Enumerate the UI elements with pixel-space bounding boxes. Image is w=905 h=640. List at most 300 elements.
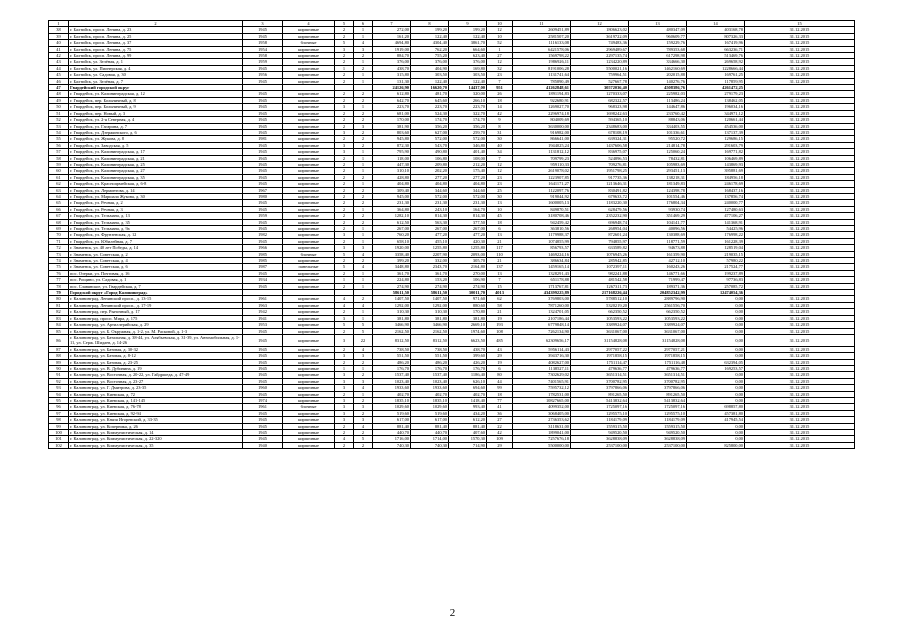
cell-col-14: 0,00 (687, 328, 745, 334)
cell-col-4: кирпичные (283, 53, 335, 59)
cell-col-10: 12 (487, 161, 513, 167)
cell-col-7: 438,70 (373, 65, 411, 71)
cell-col-7: 309,40 (373, 187, 411, 193)
cell-col-1: 55 (49, 136, 69, 142)
cell-col-13: 949520,50 (629, 430, 687, 436)
cell-col-10: 1 (487, 46, 513, 52)
cell-col-10: 4013 (487, 290, 513, 296)
cell-col-5: 2 (335, 136, 354, 142)
cell-col-12: 3651314,51 (571, 372, 629, 378)
cell-col-7: 1029,60 (373, 404, 411, 410)
cell-col-6: 3 (354, 46, 373, 52)
cell-col-13: 662350,52 (629, 309, 687, 315)
cell-col-11: 1459165,14 (513, 264, 571, 270)
cell-col-5: 2 (335, 200, 354, 206)
cell-col-1: 87 (49, 346, 69, 352)
cell-col-15: 31.12.2015 (745, 123, 855, 129)
cell-col-13: 101554,46 (629, 193, 687, 199)
cell-col-15: 31.12.2015 (745, 423, 855, 429)
cell-col-1: 90 (49, 365, 69, 371)
cell-col-12: 524896,53 (571, 155, 629, 161)
cell-col-11: 7257676,18 (513, 436, 571, 442)
cell-col-14: 0,00 (687, 423, 745, 429)
cell-col-2: г. Балтийск, просп. Ленина, д. 37 (69, 40, 243, 46)
cell-col-2: г. Калининград, ул. Киевская, д. 92-94 (69, 410, 243, 416)
cell-col-10: 30 (487, 136, 513, 142)
cell-col-9: 714,90 (449, 442, 487, 448)
cell-col-7: 803,60 (373, 129, 411, 135)
cell-col-3: 1945 (243, 334, 283, 346)
cell-col-15: 31.12.2015 (745, 53, 855, 59)
cell-col-12: 3700782,95 (571, 378, 629, 384)
cell-col-8: 645,60 (411, 97, 449, 103)
cell-col-15: 31.12.2015 (745, 174, 855, 180)
cell-col-15: 15 (745, 21, 855, 27)
cell-col-7: 1835,10 (373, 397, 411, 403)
cell-col-7: 881,40 (373, 423, 411, 429)
cell-col-7: 519,60 (373, 410, 411, 416)
cell-col-9: 277,20 (449, 174, 487, 180)
cell-col-5: 2 (335, 226, 354, 232)
cell-col-14: 167419,96 (687, 40, 745, 46)
cell-col-4: кирпичные (283, 104, 335, 110)
cell-col-15: 31.12.2015 (745, 46, 855, 52)
cell-col-11: 2296974,18 (513, 110, 571, 116)
cell-col-4: кирпичные (283, 200, 335, 206)
cell-col-9: 303,50 (449, 72, 487, 78)
cell-col-8: 344,60 (411, 187, 449, 193)
cell-col-11: 922680,91 (513, 97, 571, 103)
cell-col-8: 106,80 (411, 155, 449, 161)
cell-col-1: 78 (49, 283, 69, 289)
cell-col-15: 31.12.2015 (745, 430, 855, 436)
cell-col-15: 31.12.2015 (745, 296, 855, 302)
cell-col-4: кирпичные (283, 78, 335, 84)
cell-col-3: 1945 (243, 359, 283, 365)
cell-col-2: Городской округ «Город Калининград» (69, 290, 243, 296)
cell-col-8: 176,70 (411, 365, 449, 371)
cell-col-15: 31.12.2015 (745, 353, 855, 359)
cell-col-14: 246178,69 (687, 181, 745, 187)
cell-col-3: 1945 (243, 353, 283, 359)
cell-col-14: 97736,83 (687, 277, 745, 283)
cell-col-6: 2 (354, 397, 373, 403)
cell-col-12: 1267311,73 (571, 283, 629, 289)
cell-col-8: 174,70 (411, 117, 449, 123)
cell-col-9: 270,00 (449, 270, 487, 276)
cell-col-9: 434,20 (449, 410, 487, 416)
cell-col-3: 1945 (243, 417, 283, 423)
cell-col-13: 140276,76 (629, 78, 687, 84)
cell-col-1: 84 (49, 322, 69, 328)
cell-col-7: 658,10 (373, 238, 411, 244)
cell-col-5: 5 (335, 322, 354, 328)
cell-col-13: 4508386,76 (629, 85, 687, 91)
cell-col-4: кирпичные (283, 110, 335, 116)
cell-col-6: 2 (354, 129, 373, 135)
cell-col-15: 31.12.2015 (745, 372, 855, 378)
cell-col-15: 31.12.2015 (745, 110, 855, 116)
cell-col-7: 231,30 (373, 200, 411, 206)
cell-col-3: 3 (243, 21, 283, 27)
cell-col-3: 1974 (243, 397, 283, 403)
cell-col-6: 2 (354, 117, 373, 123)
cell-col-6: 2 (354, 187, 373, 193)
cell-col-1: 41 (49, 46, 69, 52)
cell-col-8: 361,70 (411, 270, 449, 276)
cell-col-13: 181349,83 (629, 181, 687, 187)
cell-col-9: 1974,60 (449, 328, 487, 334)
cell-col-1: 83 (49, 315, 69, 321)
cell-col-7: 738,50 (373, 346, 411, 352)
cell-col-6: 6 (354, 21, 373, 27)
cell-col-1: 71 (49, 238, 69, 244)
cell-col-13: 40096,56 (629, 226, 687, 232)
cell-col-6: 1 (354, 238, 373, 244)
cell-col-10: 13 (487, 270, 513, 276)
cell-col-5: 2 (335, 430, 354, 436)
cell-col-14: 169771,82 (687, 149, 745, 155)
cell-col-15: 31.12.2015 (745, 59, 855, 65)
cell-col-2: пос. Озерки, ул. Почтовая, д. 16 (69, 270, 243, 276)
cell-col-5: 2 (335, 78, 354, 84)
cell-col-15: 31.12.2015 (745, 277, 855, 283)
cell-col-1: 100 (49, 430, 69, 436)
cell-col-12: 1806623,02 (571, 27, 629, 33)
cell-col-13: 118771,59 (629, 238, 687, 244)
cell-col-14: 807326,33 (687, 33, 745, 39)
cell-col-4: кирпичные (283, 353, 335, 359)
cell-col-15: 31.12.2015 (745, 365, 855, 371)
cell-col-10: 6 (487, 365, 513, 371)
cell-col-15: 31.12.2015 (745, 346, 855, 352)
cell-col-12: 527667,78 (571, 78, 629, 84)
cell-col-2: Гвардейский городской округ (69, 85, 243, 91)
cell-col-8: 303,50 (411, 72, 449, 78)
cell-col-7: 223,70 (373, 104, 411, 110)
cell-col-5: 2 (335, 270, 354, 276)
cell-col-7: 1716,00 (373, 436, 411, 442)
cell-col-13: 95520,72 (629, 136, 687, 142)
cell-col-1: 75 (49, 264, 69, 270)
cell-col-11: 1223907,85 (513, 174, 571, 180)
cell-col-12: 2348683,00 (571, 123, 629, 129)
cell-col-8: 1933,60 (411, 385, 449, 391)
cell-col-9: 322,70 (449, 110, 487, 116)
cell-col-12: 3628838,09 (571, 436, 629, 442)
cell-col-6: 3 (354, 123, 373, 129)
cell-col-8: 543,70 (411, 142, 449, 148)
cell-col-12: 794855,97 (571, 238, 629, 244)
cell-col-13: 1725097,16 (629, 404, 687, 410)
cell-col-15: 31.12.2015 (745, 334, 855, 346)
cell-col-10: 193 (487, 322, 513, 328)
cell-col-4: кирпичные (283, 161, 335, 167)
cell-col-5: 2 (335, 174, 354, 180)
cell-col-14: 0,00 (687, 378, 745, 384)
cell-col-14: 161228,39 (687, 238, 745, 244)
cell-col-11: 1782531,00 (513, 391, 571, 397)
cell-col-1: 101 (49, 436, 69, 442)
cell-col-3: 1945 (243, 372, 283, 378)
cell-col-2: г. Гвардейск, ул. Фрунзенская, д. 12 (69, 232, 243, 238)
cell-col-7: 447,30 (373, 161, 411, 167)
cell-col-7: 4694,80 (373, 40, 411, 46)
cell-col-14: 417945,54 (687, 417, 745, 423)
cell-col-6: 3 (354, 378, 373, 384)
cell-col-14: 129686,15 (687, 136, 745, 142)
cell-col-9: 477,20 (449, 232, 487, 238)
cell-col-8: 563,30 (411, 219, 449, 225)
cell-col-15: 31.12.2015 (745, 40, 855, 46)
cell-col-14: 240000,77 (687, 200, 745, 206)
cell-col-3: 1945 (243, 410, 283, 416)
cell-col-14: 184956,18 (687, 174, 745, 180)
cell-col-10: 108 (487, 328, 513, 334)
cell-col-9: 6623,50 (449, 334, 487, 346)
cell-col-2: г. Калининград, ул. Коперника, д. 26 (69, 423, 243, 429)
cell-col-11: 1179988,37 (513, 232, 571, 238)
cell-col-8: 490,80 (411, 149, 449, 155)
cell-col-4: кирпичные (283, 334, 335, 346)
cell-col-13: 480347,09 (629, 27, 687, 33)
cell-col-11: 709799,23 (513, 155, 571, 161)
cell-col-13: 78432,81 (629, 155, 687, 161)
cell-col-15: 31.12.2015 (745, 322, 855, 328)
cell-col-14: 196034,16 (687, 104, 745, 110)
cell-col-2: г. Калининград, ул. Г. Дмитрова, д. 23-35 (69, 385, 243, 391)
cell-col-14: 138462,05 (687, 97, 745, 103)
cell-col-15: 31.12.2015 (745, 168, 855, 174)
cell-col-14: 4261472,25 (687, 85, 745, 91)
cell-col-14: 457381,80 (687, 410, 745, 416)
cell-col-3: 1958 (243, 53, 283, 59)
cell-col-11: 849870,51 (513, 206, 571, 212)
cell-col-2: г. Калининград, пер. Рыночный, д. 17 (69, 309, 243, 315)
cell-col-4: панельные (283, 264, 335, 270)
cell-col-6: 1 (354, 78, 373, 84)
cell-col-4: кирпичные (283, 442, 335, 448)
cell-col-6: 1 (354, 309, 373, 315)
cell-col-11: 386634,84 (513, 258, 571, 264)
cell-col-10: 32 (487, 65, 513, 71)
cell-col-10: 19 (487, 359, 513, 365)
cell-col-15: 31.12.2015 (745, 149, 855, 155)
cell-col-10: 485 (487, 334, 513, 346)
cell-col-1: 66 (49, 206, 69, 212)
cell-col-3: 1985 (243, 251, 283, 257)
cell-col-13: 617298,98 (629, 53, 687, 59)
cell-col-4: блочные (283, 251, 335, 257)
cell-col-14: 128519,04 (687, 245, 745, 251)
cell-col-5: 3 (335, 372, 354, 378)
cell-col-1: 94 (49, 391, 69, 397)
cell-col-13: 334666,30 (629, 59, 687, 65)
cell-col-11: 7401565,91 (513, 378, 571, 384)
cell-col-3: 1945 (243, 110, 283, 116)
cell-col-3: 1959 (243, 213, 283, 219)
cell-col-6: 1 (354, 226, 373, 232)
cell-col-12: 285942,85 (571, 258, 629, 264)
cell-col-12: 917735,36 (571, 174, 629, 180)
cell-col-10: 58 (487, 302, 513, 308)
cell-col-1: 80 (49, 296, 69, 302)
cell-col-11: 1116133,08 (513, 40, 571, 46)
cell-col-5: 3 (335, 104, 354, 110)
cell-col-12: 1213646,31 (571, 181, 629, 187)
cell-col-8: 881,40 (411, 423, 449, 429)
cell-col-2: г. Гвардейск, ул. Дзержинского, д. 6 (69, 129, 243, 135)
cell-col-10: 12 (487, 59, 513, 65)
cell-col-3: 1945 (243, 430, 283, 436)
cell-col-1: 59 (49, 161, 69, 167)
cell-col-14: 57980,22 (687, 258, 745, 264)
cell-col-2: г. Гвардейск, ул. Калининградская, д. 25 (69, 161, 243, 167)
cell-col-1: 95 (49, 397, 69, 403)
cell-col-4: кирпичные (283, 155, 335, 161)
cell-col-2: г. Калининград, ул. Коммунистическая, д. 14 (69, 430, 243, 436)
cell-col-9: 971,60 (449, 296, 487, 302)
cell-col-11: 1269027,70 (513, 104, 571, 110)
cell-col-8: 2162,50 (411, 328, 449, 334)
cell-col-15: 31.12.2015 (745, 359, 855, 365)
cell-col-11: 942459,42 (513, 219, 571, 225)
cell-col-6: 1 (354, 232, 373, 238)
cell-col-3: 1987 (243, 264, 283, 270)
cell-col-8: 1292,00 (411, 302, 449, 308)
cell-col-1: 86 (49, 334, 69, 346)
cell-col-2: г. Балтийск, просп. Ленина, д. 23 (69, 27, 243, 33)
cell-col-6: 1 (354, 181, 373, 187)
cell-col-2: г. Гвардейск, ул. Гагарина, д. 7 (69, 123, 243, 129)
cell-col-5: 2 (335, 123, 354, 129)
cell-col-5: 3 (335, 129, 354, 135)
cell-col-6: 2 (354, 53, 373, 59)
cell-col-14: 257085,72 (687, 283, 745, 289)
cell-col-2: 2 (69, 21, 243, 27)
cell-col-8: 738,50 (411, 346, 449, 352)
cell-col-13: 130388,69 (629, 232, 687, 238)
cell-col-8: 356,20 (411, 123, 449, 129)
cell-col-15: 31.12.2015 (745, 283, 855, 289)
cell-col-2: г. Калининград, ул. Батовая, д. 23-25 (69, 359, 243, 365)
cell-col-9: 344,60 (449, 187, 487, 193)
cell-col-6: 2 (354, 442, 373, 448)
cell-col-7: 740,30 (373, 442, 411, 448)
cell-col-12: 2537100,00 (571, 442, 629, 448)
cell-col-2: г. Калининград, ул. Артиллерийская, д. 29 (69, 322, 243, 328)
cell-col-2: г. Калининград, ул. Киевская, д. 72 (69, 391, 243, 397)
cell-col-12: 217168226,44 (571, 290, 629, 296)
cell-col-14: 0,00 (687, 296, 745, 302)
cell-col-9: 212,20 (449, 161, 487, 167)
cell-col-14: 291603,79 (687, 142, 745, 148)
cell-col-10: 40 (487, 142, 513, 148)
cell-col-6: 2 (354, 219, 373, 225)
cell-col-4: кирпичные (283, 258, 335, 264)
cell-col-12: 1559315,50 (571, 423, 629, 429)
cell-col-2: г. Гвардейск, ул. Красноармейская, д. 6-8 (69, 181, 243, 187)
cell-col-13: 31154828,08 (629, 334, 687, 346)
cell-col-15: 31.12.2015 (745, 397, 855, 403)
cell-col-13: 189371,36 (629, 283, 687, 289)
cell-col-7: 428,80 (373, 174, 411, 180)
cell-col-5: 2 (335, 219, 354, 225)
cell-col-5: 5 (335, 40, 354, 46)
cell-col-3: 1945 (243, 78, 283, 84)
cell-col-4: кирпичные (283, 206, 335, 212)
cell-col-15: 31.12.2015 (745, 206, 855, 212)
cell-col-9: 612,20 (449, 417, 487, 423)
cell-col-9: 14437,00 (449, 85, 487, 91)
cell-col-3: 1945 (243, 97, 283, 103)
cell-col-14: 169253,57 (687, 365, 745, 371)
cell-col-2: г. Гвардейск, ул. Калининградская, д. 27 (69, 168, 243, 174)
cell-col-13: 144647,86 (629, 104, 687, 110)
cell-col-10: 26 (487, 91, 513, 97)
cell-col-2: г. Гвардейск, ул. Речная, д. 3 (69, 206, 243, 212)
cell-col-10: 951 (487, 85, 513, 91)
cell-col-1: 56 (49, 142, 69, 148)
cell-col-3: 1945 (243, 117, 283, 123)
cell-col-5: 2 (335, 33, 354, 39)
cell-col-7: 361,70 (373, 270, 411, 276)
cell-col-6: 4 (354, 346, 373, 352)
cell-col-8: 209,80 (411, 161, 449, 167)
cell-col-7: 274,90 (373, 283, 411, 289)
cell-col-7: 7 (373, 21, 411, 27)
cell-col-4: кирпичные (283, 436, 335, 442)
cell-col-2: г. Балтийск, просп. Ленина, д. 99 (69, 53, 243, 59)
cell-col-9: 376,00 (449, 59, 487, 65)
cell-col-8: 814,30 (411, 213, 449, 219)
cell-col-3: 1966 (243, 245, 283, 251)
cell-col-13: 104141,77 (629, 219, 687, 225)
cell-col-13: 2537100,00 (629, 442, 687, 448)
cell-col-14: 663236,71 (687, 46, 745, 52)
cell-col-13: 3628838,09 (629, 436, 687, 442)
cell-col-7: 795,90 (373, 149, 411, 155)
cell-col-4: кирпичные (283, 226, 335, 232)
cell-col-9: 108,00 (449, 155, 487, 161)
cell-col-11: 4099352,00 (513, 404, 571, 410)
cell-col-12: 3631067,00 (571, 328, 629, 334)
cell-col-10: 14 (487, 104, 513, 110)
cell-col-9: 30011,70 (449, 290, 487, 296)
cell-col-1: 82 (49, 309, 69, 315)
cell-col-5: 2 (335, 117, 354, 123)
cell-col-13: 113486,24 (629, 97, 687, 103)
cell-col-12: 5320219,20 (571, 302, 629, 308)
cell-col-14: 106469,89 (687, 155, 745, 161)
cell-col-15: 31.12.2015 (745, 270, 855, 276)
cell-col-6: 4 (354, 251, 373, 257)
cell-col-10: 10 (487, 21, 513, 27)
cell-col-7: 376,00 (373, 59, 411, 65)
cell-col-4: кирпичные (283, 168, 335, 174)
cell-col-10: 110 (487, 251, 513, 257)
cell-col-6: 3 (354, 245, 373, 251)
cell-col-10: 15 (487, 283, 513, 289)
cell-col-14: 477106,27 (687, 213, 745, 219)
cell-col-1: 43 (49, 59, 69, 65)
cell-col-3: 1956 (243, 72, 283, 78)
cell-col-9: 572,00 (449, 136, 487, 142)
cell-col-15: 31.12.2015 (745, 78, 855, 84)
cell-col-2: г. Калининград, ул. Батальная, д. 38-44, ул. Алябьевская, д. 31-39, ул. Автомобильная, д. 1-11, ул. Серж. Шидаев, д. 14-26 (69, 334, 243, 346)
cell-col-15: 31.12.2015 (745, 404, 855, 410)
cell-col-9: 176,70 (449, 365, 487, 371)
